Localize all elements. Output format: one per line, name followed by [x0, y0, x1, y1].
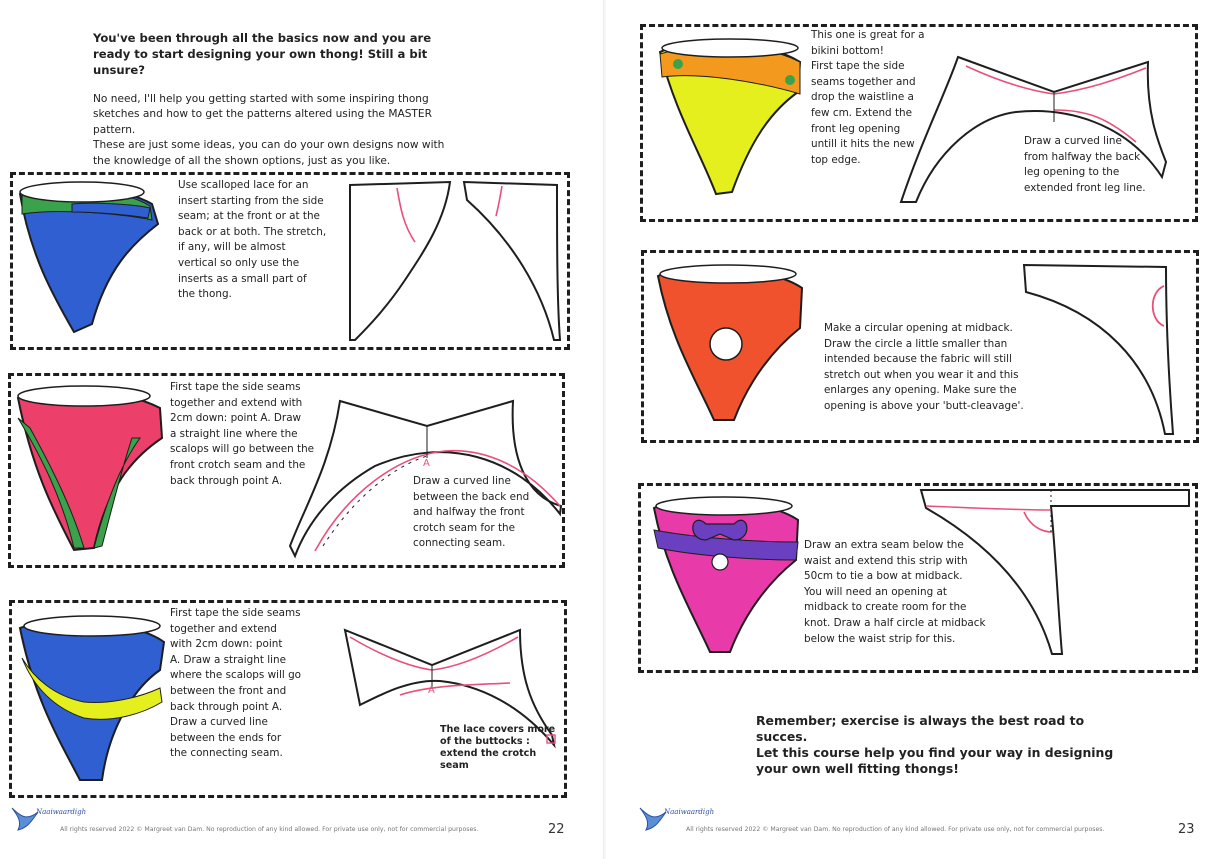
footer-left: All rights reserved 2022 © Margreet van Dam. No reproduction of any kind allowed. For private use only, not for commercial purposes.: [60, 826, 479, 833]
thong-sketch-orange-red: [650, 258, 810, 428]
logo-text-left: Naaiwaardigh: [36, 808, 87, 816]
thong-sketch-yellow-orange: [650, 32, 810, 202]
intro-paragraph-1: No need, I'll help you getting started with some inspiring thong sketches and how to get the patterns altered using the MASTER pattern.: [93, 93, 432, 136]
pattern-circle-opening: [1021, 262, 1181, 437]
section-3-text: First tape the side seams together and extend with 2cm down: point A. Draw a straight line where the scalops will go between the front and back through point A. Draw a curved line between the ends for the connecting seam.: [170, 607, 302, 760]
page-number-right: 23: [1178, 822, 1195, 837]
footer-right: All rights reserved 2022 © Margreet van Dam. No reproduction of any kind allowed. For private use only, not for commercial purposes.: [686, 826, 1105, 833]
point-a-label-3: A: [428, 685, 435, 696]
section-3-note: The lace covers more of the buttocks : extend the crotch seam: [440, 724, 556, 771]
intro-text: [93, 30, 453, 169]
thong-sketch-pink-green: [12, 378, 162, 558]
closing-message: Remember; exercise is always the best road to succes. Let this course help you find your way in designing your own well fitting thongs!: [756, 713, 1114, 776]
right-page: [606, 0, 1223, 859]
thong-sketch-blue-green: [12, 174, 162, 344]
section-1-text: Use scalloped lace for an insert starting from the side seam; at the front or at the back or at both. The stretch, if any, will be almost vertical so only use the inserts as a small part of the thong.: [178, 179, 327, 301]
thong-sketch-blue-yellow: [14, 608, 164, 788]
point-a-label-2: A: [423, 458, 430, 469]
section-6-text: Draw an extra seam below the waist and extend this strip with 50cm to tie a bow at midback. You will need an opening at midback to create room for the knot. Draw a half circle at midback below the waist strip for this.: [804, 539, 986, 645]
page-number-left: 22: [548, 822, 565, 837]
logo-text-right: Naaiwaardigh: [664, 808, 715, 816]
thong-sketch-magenta-purple: [646, 490, 806, 660]
section-2-note: Draw a curved line between the back end and halfway the front crotch seam for the connecting seam.: [413, 475, 530, 550]
section-2-text: First tape the side seams together and extend with 2cm down: point A. Draw a straight line where the scalops will go between the front crotch seam and the back through point A.: [170, 381, 315, 487]
section-4-text: This one is great for a bikini bottom! First tape the side seams together and drop the waistline a few cm. Extend the front leg opening untill it hits the new top edge.: [811, 29, 925, 166]
section-4-note: Draw a curved line from halfway the back leg opening to the extended front leg line.: [1024, 135, 1146, 194]
intro-paragraph-2: These are just some ideas, you can do your own designs now with the knowledge of all the shown options, just as you like.: [93, 139, 445, 167]
pattern-piece-back: [462, 180, 572, 340]
left-page: [0, 0, 605, 859]
intro-lead: You've been through all the basics now and you are ready to start designing your own thong! Still a bit unsure?: [93, 31, 432, 77]
section-5-text: Make a circular opening at midback. Draw the circle a little smaller than intended because the fabric will still stretch out when you wear it and this enlarges any opening. Make sure the opening is above your 'butt-cleavage'.: [824, 322, 1024, 412]
pattern-piece-front: [345, 180, 455, 340]
pattern-waist-strip: [916, 488, 1191, 658]
